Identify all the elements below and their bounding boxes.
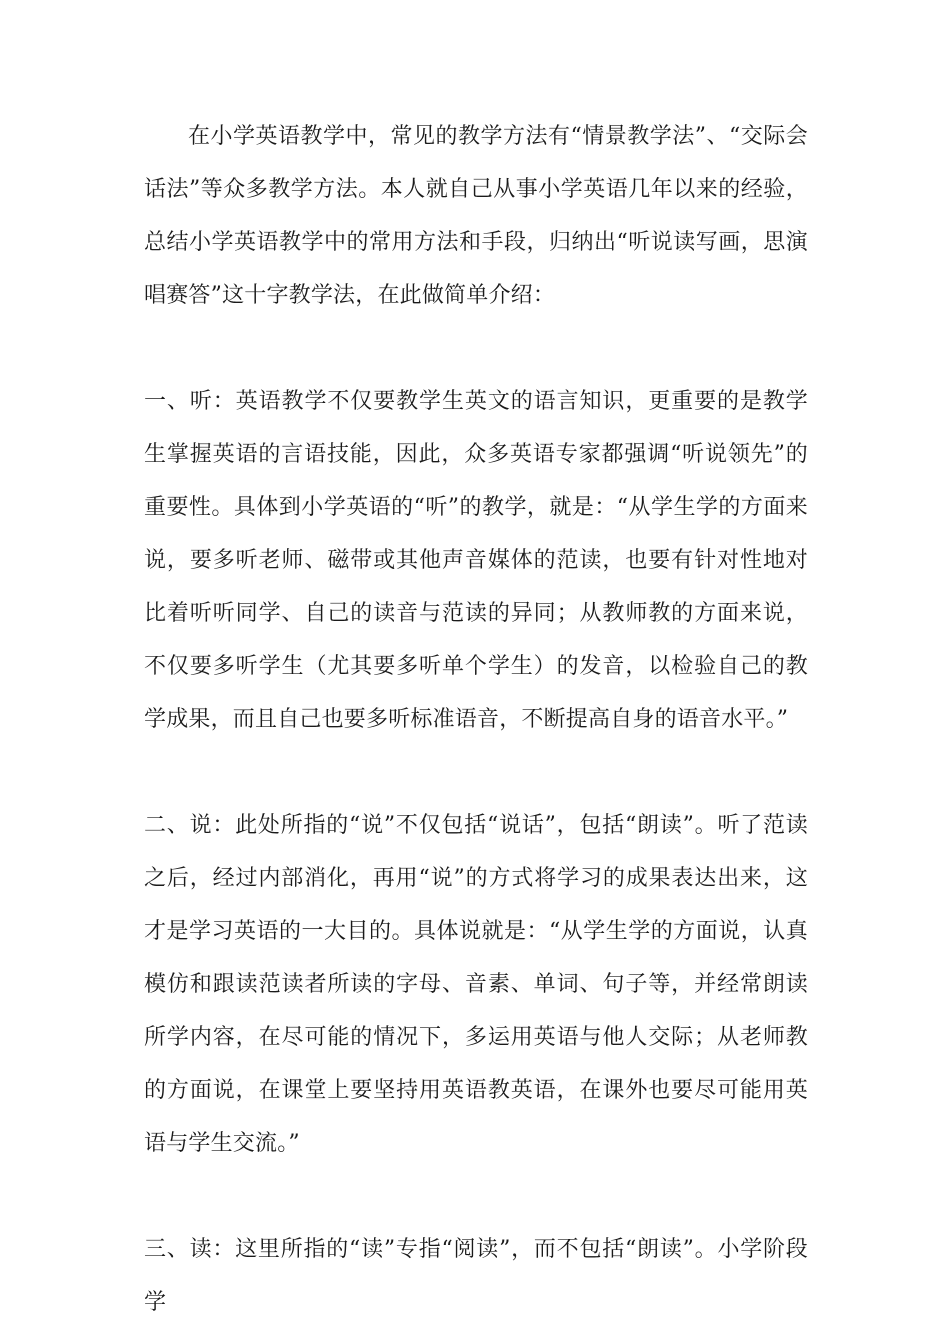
section-listen-paragraph: 一、听：英语教学不仅要教学生英文的语言知识，更重要的是教学生掌握英语的言语技能，因此，众多英语专家都强调“听说领先”的重要性。具体到小学英语的“听”的教学，就是：“从学生学的方面来说，要多听老师、磁带或其他声音媒体的范读，也要有针对性地对比着听听同学、自己的读音与范读的异同；从教师教的方面来说，不仅要多听学生（尤其要多听单个学生）的发音，以检验自己的教学成果，而且自己也要多听标准语音，不断提高自身的语音水平。” (144, 389, 808, 732)
paragraph-spacer (144, 1170, 808, 1223)
paragraph-spacer (144, 322, 808, 375)
intro-paragraph: 在小学英语教学中，常见的教学方法有“情景教学法”、“交际会话法”等众多教学方法。本人就自己从事小学英语几年以来的经验，总结小学英语教学中的常用方法和手段，归纳出“听说读写画，思演唱赛答”这十字教学法，在此做简单介绍： (144, 124, 808, 308)
document-body (144, 110, 808, 1329)
paragraph-spacer (144, 746, 808, 799)
section-read-paragraph: 三、读：这里所指的“读”专指“阅读”，而不包括“朗读”。小学阶段学 (144, 1237, 808, 1315)
section-speak-paragraph: 二、说：此处所指的“说”不仅包括“说话”，包括“朗读”。听了范读之后，经过内部消化，再用“说”的方式将学习的成果表达出来，这才是学习英语的一大目的。具体说就是：“从学生学的方面说，认真模仿和跟读范读者所读的字母、音素、单词、句子等，并经常朗读所学内容，在尽可能的情况下，多运用英语与他人交际；从老师教的方面说，在课堂上要坚持用英语教英语，在课外也要尽可能用英语与学生交流。” (144, 813, 808, 1156)
